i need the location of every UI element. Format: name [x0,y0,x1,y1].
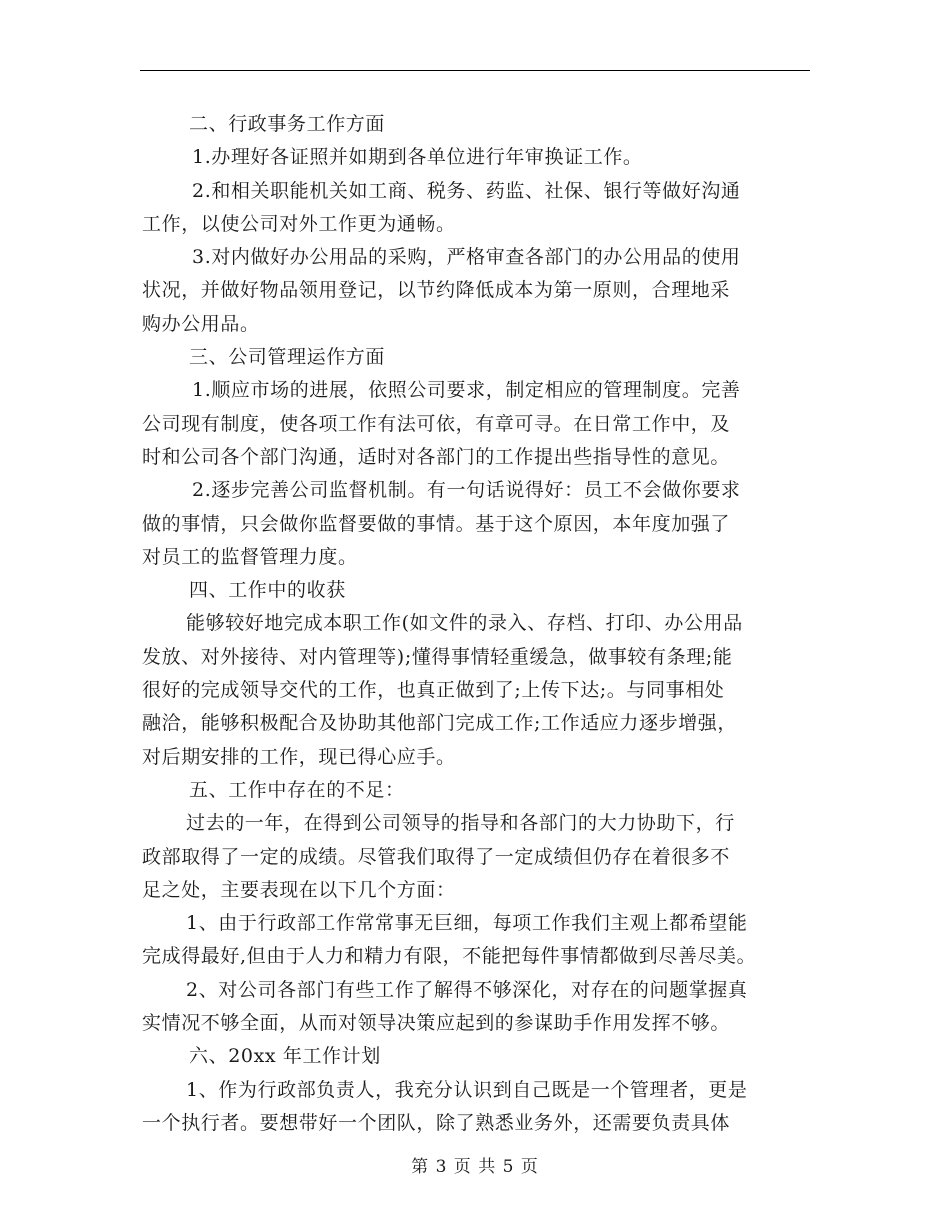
paragraph-line: 政部取得了一定的成绩。尽管我们取得了一定成绩但仍存在着很多不 [142,845,731,868]
paragraph-line: 能够较好地完成本职工作(如文件的录入、存档、打印、办公用品 [186,612,743,635]
paragraph-line: 过去的一年，在得到公司领导的指导和各部门的大力协助下，行 [186,812,735,835]
paragraph-line: 很好的完成领导交代的工作，也真正做到了;上传下达;。与同事相处 [142,679,725,702]
paragraph-line: 实情况不够全面，从而对领导决策应起到的参谋助手作用发挥不够。 [142,1012,731,1035]
paragraph-line: 完成得最好,但由于人力和精力有限，不能把每件事情都做到尽善尽美。 [142,945,757,968]
paragraph-line: 融洽，能够积极配合及协助其他部门完成工作;工作适应力逐步增强， [142,712,738,735]
paragraph-line: 2.逐步完善公司监督机制。有一句话说得好：员工不会做你要求 [192,479,741,502]
paragraph-line: 2.和相关职能机关如工商、税务、药监、社保、银行等做好沟通 [192,179,741,202]
paragraph-line: 一个执行者。要想带好一个团队，除了熟悉业务外，还需要负责具体 [142,1111,731,1134]
paragraph-line: 状况，并做好物品领用登记，以节约降低成本为第一原则，合理地采 [142,279,731,302]
paragraph-line: 对员工的监督管理力度。 [142,545,358,568]
paragraph-line: 对后期安排的工作，现已得心应手。 [142,745,456,768]
paragraph-line: 做的事情，只会做你监督要做的事情。基于这个原因，本年度加强了 [142,512,731,535]
paragraph-line: 发放、对外接待、对内管理等);懂得事情轻重缓急，做事较有条理;能 [142,645,733,668]
paragraph-line: 工作，以使公司对外工作更为通畅。 [142,212,456,235]
paragraph-line: 3.对内做好办公用品的采购，严格审查各部门的办公用品的使用 [192,246,741,269]
section-heading: 五、工作中存在的不足： [189,778,405,801]
section-heading: 二、行政事务工作方面 [189,113,386,135]
paragraph-line: 足之处，主要表现在以下几个方面： [142,878,456,901]
paragraph-line: 1、由于行政部工作常常事无巨细，每项工作我们主观上都希望能 [186,912,748,935]
paragraph-line: 2、对公司各部门有些工作了解得不够深化，对存在的问题掌握真 [186,978,748,1001]
section-heading: 四、工作中的收获 [189,579,346,602]
document-body [140,108,812,1140]
paragraph-line: 公司现有制度，使各项工作有法可依，有章可寻。在日常工作中，及 [142,412,731,435]
paragraph-line: 1.办理好各证照并如期到各单位进行年审换证工作。 [192,146,643,169]
paragraph-line: 时和公司各个部门沟通，适时对各部门的工作提出些指导性的意见。 [142,445,731,468]
paragraph-line: 购办公用品。 [142,312,260,335]
page-number-footer: 第 3 页 共 5 页 [411,1157,539,1177]
paragraph-line: 1、作为行政部负责人，我充分认识到自己既是一个管理者，更是 [186,1078,748,1101]
paragraph-line: 1.顺应市场的进展，依照公司要求，制定相应的管理制度。完善 [192,379,741,402]
section-heading: 六、20xx 年工作计划 [189,1045,381,1068]
header-rule [140,70,810,71]
section-heading: 三、公司管理运作方面 [189,346,386,369]
